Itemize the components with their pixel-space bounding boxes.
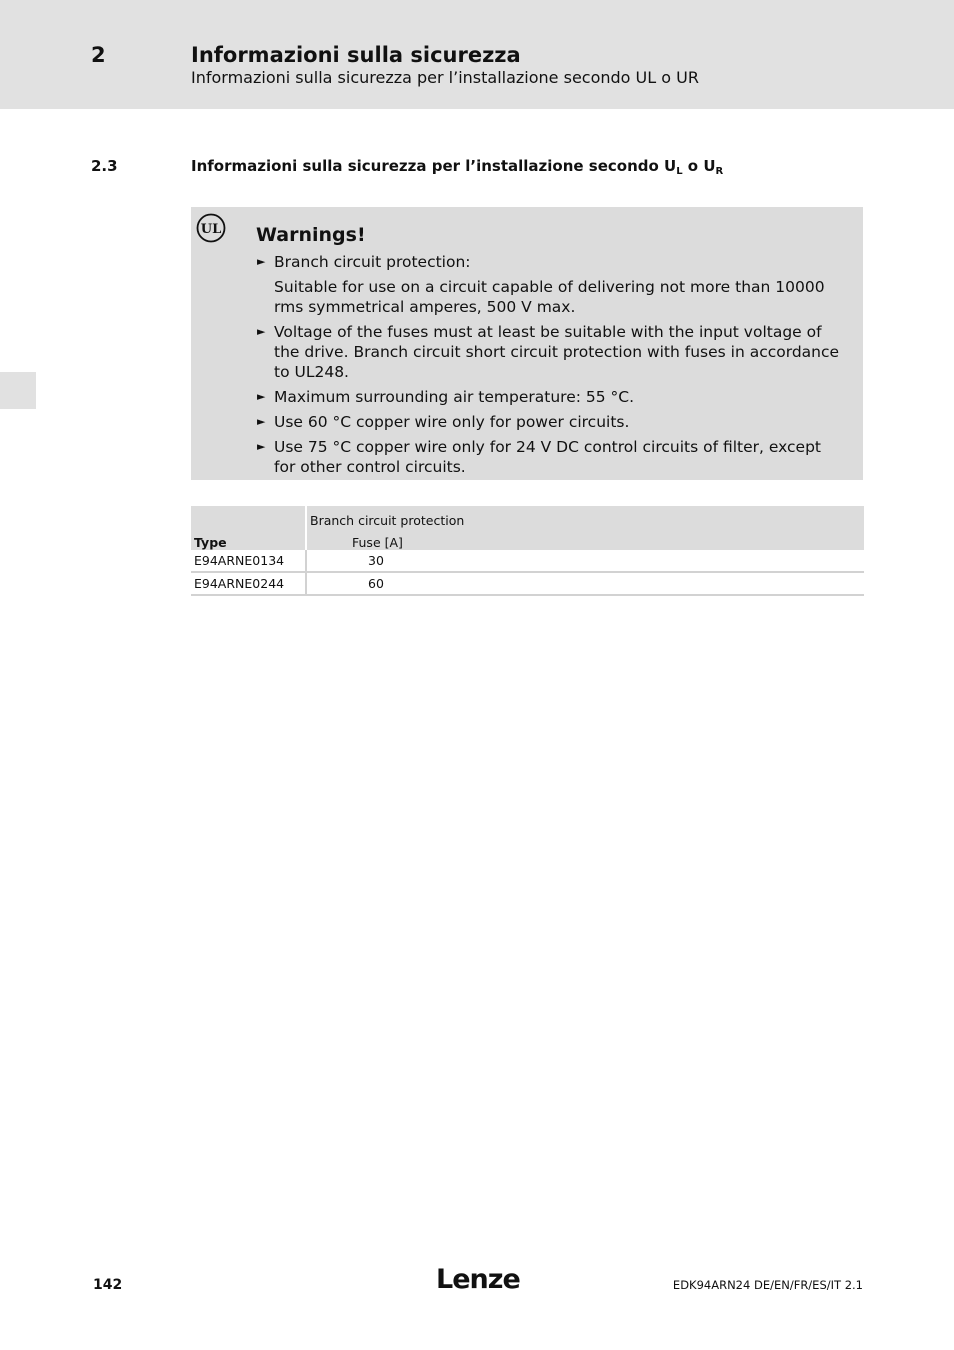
svg-text:UL: UL (200, 222, 222, 237)
list-item (257, 412, 847, 432)
table-header-type: Type (191, 528, 306, 550)
section-title (191, 156, 723, 182)
bullet-arrow-icon: ► (257, 440, 266, 453)
warning-title: Warnings! (256, 224, 366, 246)
document-code: EDK94ARN24 DE/EN/FR/ES/IT 2.1 (672, 1278, 863, 1292)
section-number: 2.3 (91, 157, 118, 175)
table-cell-fuse: 30 (306, 550, 864, 572)
table-header-fuse: Fuse [A] (306, 528, 864, 550)
table-header-row (191, 528, 864, 550)
table-cell-type: E94ARNE0244 (191, 572, 306, 595)
table-row (191, 550, 864, 572)
warning-item-text: Use 75 °C copper wire only for 24 V DC control circuits of filter, except for other control circuits. (274, 438, 822, 476)
list-item (257, 252, 847, 317)
bullet-arrow-icon: ► (257, 415, 266, 428)
table-row (191, 572, 864, 595)
table-group-header: Branch circuit protection (306, 506, 864, 528)
table-header-row (191, 506, 864, 528)
warning-item-text: Use 60 °C copper wire only for power circuits. (274, 413, 630, 431)
list-item (257, 322, 847, 382)
table-cell-type: E94ARNE0134 (191, 550, 306, 572)
section-title-mid: o U (682, 157, 716, 175)
warning-item-text: Branch circuit protection: (274, 253, 471, 271)
warning-list (257, 252, 847, 482)
section-title-sub-r: R (715, 166, 724, 177)
warning-item-text: Voltage of the fuses must at least be suitable with the input voltage of the drive. Branch circuit short circuit protection with fuses in accordance to UL248. (274, 323, 840, 381)
chapter-subtitle: Informazioni sulla sicurezza per l’installazione secondo UL o UR (191, 68, 699, 87)
page-number: 142 (93, 1277, 123, 1293)
warning-box (191, 207, 863, 480)
table-cell-fuse: 60 (306, 572, 864, 595)
chapter-side-tab (0, 372, 36, 409)
table-header-blank (191, 506, 306, 528)
brand-logo: Lenze (436, 1264, 520, 1295)
chapter-number: 2 (91, 43, 106, 67)
warning-item-text: Maximum surrounding air temperature: 55 °C. (274, 388, 635, 406)
bullet-arrow-icon: ► (257, 255, 266, 268)
fuse-table (191, 506, 864, 596)
warning-item-subtext: Suitable for use on a circuit capable of delivering not more than 10000 rms symmetrical amperes, 500 V max. (274, 278, 825, 316)
section-title-main: Informazioni sulla sicurezza per l’installazione secondo U (191, 157, 677, 175)
ul-listing-icon (196, 213, 226, 243)
bullet-arrow-icon: ► (257, 325, 266, 338)
chapter-title: Informazioni sulla sicurezza (191, 43, 521, 67)
section-title-sub-l: L (676, 166, 683, 177)
bullet-arrow-icon: ► (257, 390, 266, 403)
list-item (257, 387, 847, 407)
list-item (257, 437, 847, 477)
